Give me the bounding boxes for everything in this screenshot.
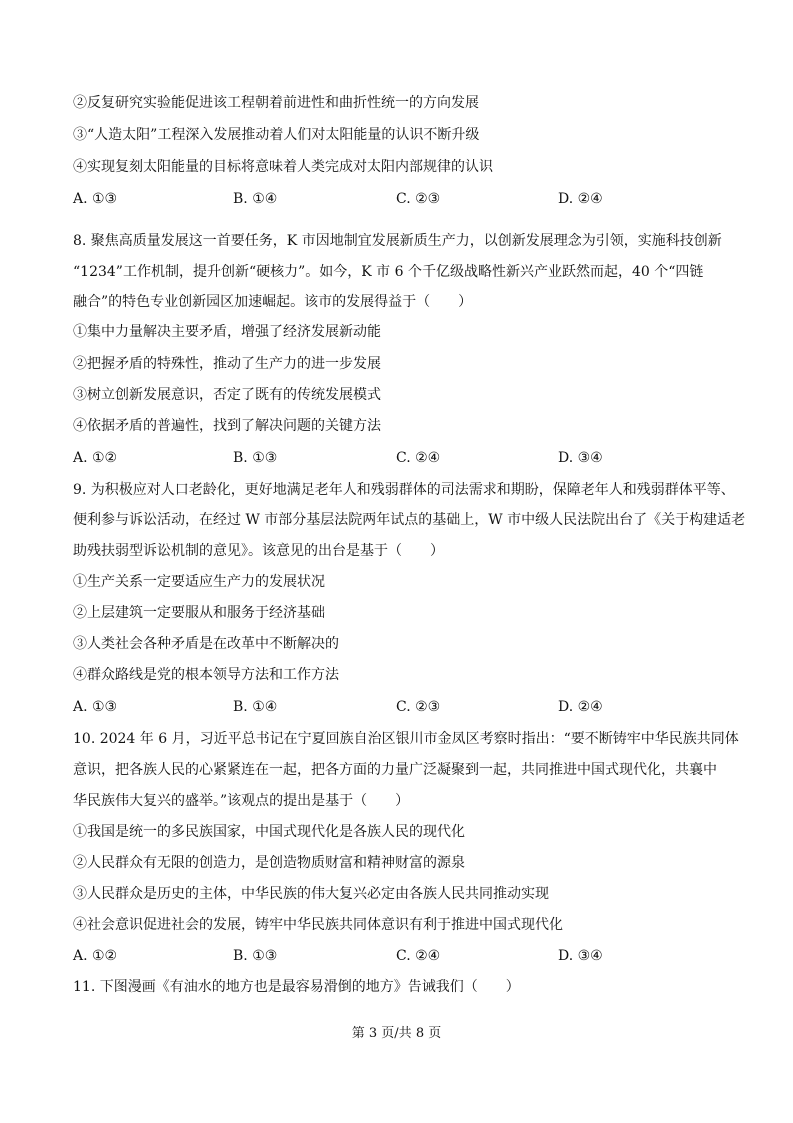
q8-stem-line-3: 融合”的特色专业创新园区加速崛起。该市的发展得益于（ ） — [73, 294, 473, 310]
q7-option-b: B. ①④ — [233, 191, 278, 207]
q10-options — [73, 946, 753, 966]
q8-option-b: B. ①③ — [233, 450, 278, 466]
q10-item-2: ②人民群众有无限的创造力，是创造物质财富和精神财富的源泉 — [73, 855, 465, 871]
q9-options — [73, 697, 753, 717]
q7-item-4: ④实现复刻太阳能量的目标将意味着人类完成对太阳内部规律的认识 — [73, 159, 493, 175]
q7-options — [73, 189, 753, 209]
q9-option-a: A. ①③ — [73, 699, 118, 715]
q8-item-4: ④依据矛盾的普遍性，找到了解决问题的关键方法 — [73, 418, 381, 434]
q10-item-3: ③人民群众是历史的主体，中华民族的伟大复兴必定由各族人民共同推动实现 — [73, 886, 549, 902]
q7-item-2: ②反复研究实验能促进该工程朝着前进性和曲折性统一的方向发展 — [73, 95, 479, 111]
q10-item-1: ①我国是统一的多民族国家，中国式现代化是各族人民的现代化 — [73, 824, 465, 840]
q9-item-1: ①生产关系一定要适应生产力的发展状况 — [73, 574, 325, 590]
q7-item-3: ③“人造太阳”工程深入发展推动着人们对太阳能量的认识不断升级 — [73, 127, 480, 143]
q9-stem-line-2: 便利参与诉讼活动，在经过 W 市部分基层法院两年试点的基础上，W 市中级人民法院出台了《关于构建适老 — [73, 512, 746, 528]
q9-stem-line-1: 9. 为积极应对人口老龄化，更好地满足老年人和残弱群体的司法需求和期盼，保障老年人和残弱群体平等、 — [73, 482, 735, 498]
page-number-footer: 第 3 页/共 8 页 — [351, 1026, 442, 1041]
q8-option-c: C. ②④ — [396, 450, 441, 466]
q8-option-a: A. ①② — [73, 450, 118, 466]
q8-item-3: ③树立创新发展意识，否定了既有的传统发展模式 — [73, 387, 381, 403]
q9-item-4: ④群众路线是党的根本领导方法和工作方法 — [73, 667, 339, 683]
q9-option-c: C. ②③ — [396, 699, 441, 715]
q10-option-a: A. ①② — [73, 948, 118, 964]
q10-stem-line-3: 华民族伟大复兴的盛举。”该观点的提出是基于（ ） — [73, 793, 410, 809]
q8-option-d: D. ③④ — [558, 450, 603, 466]
q9-item-2: ②上层建筑一定要服从和服务于经济基础 — [73, 605, 325, 621]
q9-stem-line-3: 助残扶弱型诉讼机制的意见》。该意见的出台是基于（ ） — [73, 543, 444, 559]
q10-item-4: ④社会意识促进社会的发展，铸牢中华民族共同体意识有利于推进中国式现代化 — [73, 917, 563, 933]
q9-option-b: B. ①④ — [233, 699, 278, 715]
q10-stem-line-2: 意识，把各族人民的心紧紧连在一起，把各方面的力量广泛凝聚到一起，共同推进中国式现代化，共襄中 — [73, 762, 717, 778]
q7-option-a: A. ①③ — [73, 191, 118, 207]
q10-stem-line-1: 10. 2024 年 6 月，习近平总书记在宁夏回族自治区银川市金凤区考察时指出：“要不断铸牢中华民族共同体 — [73, 731, 739, 747]
q8-stem-line-1: 8. 聚焦高质量发展这一首要任务，K 市因地制宜发展新质生产力，以创新发展理念为引领，实施科技创新 — [73, 233, 722, 249]
q8-item-1: ①集中力量解决主要矛盾，增强了经济发展新动能 — [73, 324, 381, 340]
q10-option-c: C. ②④ — [396, 948, 441, 964]
q8-options — [73, 448, 753, 468]
q9-item-3: ③人类社会各种矛盾是在改革中不断解决的 — [73, 636, 339, 652]
q8-stem-line-2: “1234”工作机制，提升创新“硬核力”。如今，K 市 6 个千亿级战略性新兴产业跃然而起，40 个“四链 — [73, 264, 704, 280]
q7-option-c: C. ②③ — [396, 191, 441, 207]
q10-option-b: B. ①③ — [233, 948, 278, 964]
q11-stem-line-1: 11. 下图漫画《有油水的地方也是最容易滑倒的地方》告诫我们（ ） — [73, 979, 520, 995]
q8-item-2: ②把握矛盾的特殊性，推动了生产力的进一步发展 — [73, 356, 381, 372]
q9-option-d: D. ②④ — [558, 699, 603, 715]
q10-option-d: D. ③④ — [558, 948, 603, 964]
q7-option-d: D. ②④ — [558, 191, 603, 207]
